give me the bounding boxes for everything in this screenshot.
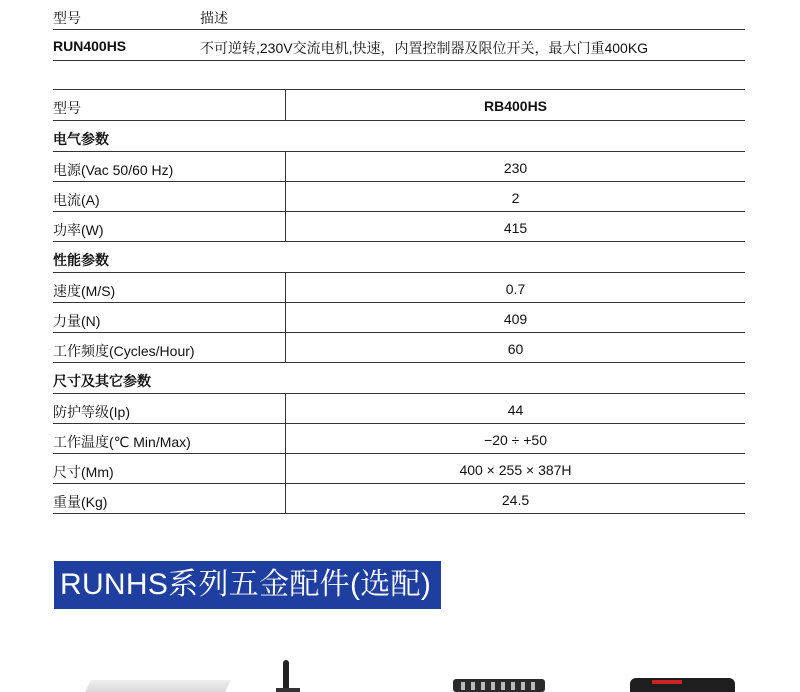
spec-label: 电源(Vac 50/60 Hz) [53, 162, 174, 178]
section-title: 性能参数 [53, 252, 109, 268]
table-row [53, 152, 745, 182]
specification-table [53, 89, 745, 514]
model-description: 不可逆转,230V交流电机,快速，内置控制器及限位开关，最大门重400KG [200, 40, 649, 56]
spec-value: 415 [503, 220, 528, 236]
accessory-image-control-board [453, 679, 545, 692]
spec-value: 0.7 [505, 281, 526, 297]
table-row [53, 333, 745, 363]
table-row [53, 394, 745, 424]
spec-header-row [53, 90, 745, 121]
table-row [53, 424, 745, 454]
spec-label: 工作温度(℃ Min/Max) [53, 434, 191, 450]
spec-value: 44 [507, 402, 524, 418]
table-row [53, 182, 745, 212]
spec-value: 24.5 [501, 492, 530, 508]
spec-label: 尺寸(Mm) [53, 464, 114, 480]
spec-value: −20 ÷ +50 [484, 432, 547, 448]
spec-header-label: 型号 [53, 100, 81, 116]
table-row [53, 303, 745, 333]
table-row [53, 30, 745, 61]
spec-label: 重量(Kg) [53, 494, 108, 510]
model-column-header: 型号 [53, 10, 81, 26]
section-title: 电气参数 [53, 131, 109, 147]
model-name: RUN400HS [53, 38, 127, 54]
spec-label: 力量(N) [53, 313, 101, 329]
table-row [53, 484, 745, 514]
spec-header-model: RB400HS [483, 98, 548, 114]
accessory-image-housing [630, 678, 735, 692]
spec-value: 60 [507, 341, 524, 357]
accessories-banner: RUNHS系列五金配件(选配) [54, 561, 441, 609]
spec-value: 2 [511, 190, 520, 206]
table-row [53, 273, 745, 303]
table-row [53, 212, 745, 242]
spec-value: 230 [503, 160, 528, 176]
section-row-performance [53, 242, 745, 273]
table-header-row [53, 0, 745, 30]
spec-value: 409 [503, 311, 528, 327]
accessory-image-bracket [85, 680, 231, 692]
spec-label: 功率(W) [53, 222, 104, 238]
spec-value: 400 × 255 × 387H [459, 462, 572, 478]
model-description-table [53, 0, 745, 61]
section-row-electrical [53, 121, 745, 152]
spec-label: 工作频度(Cycles/Hour) [53, 343, 195, 359]
antenna-base-image [276, 688, 300, 692]
section-title: 尺寸及其它参数 [53, 373, 151, 389]
spec-label: 速度(M/S) [53, 283, 116, 299]
section-row-dimensions [53, 363, 745, 394]
table-row [53, 454, 745, 484]
description-column-header: 描述 [200, 10, 228, 26]
spec-label: 电流(A) [53, 192, 100, 208]
spec-label: 防护等级(Ip) [53, 404, 130, 420]
